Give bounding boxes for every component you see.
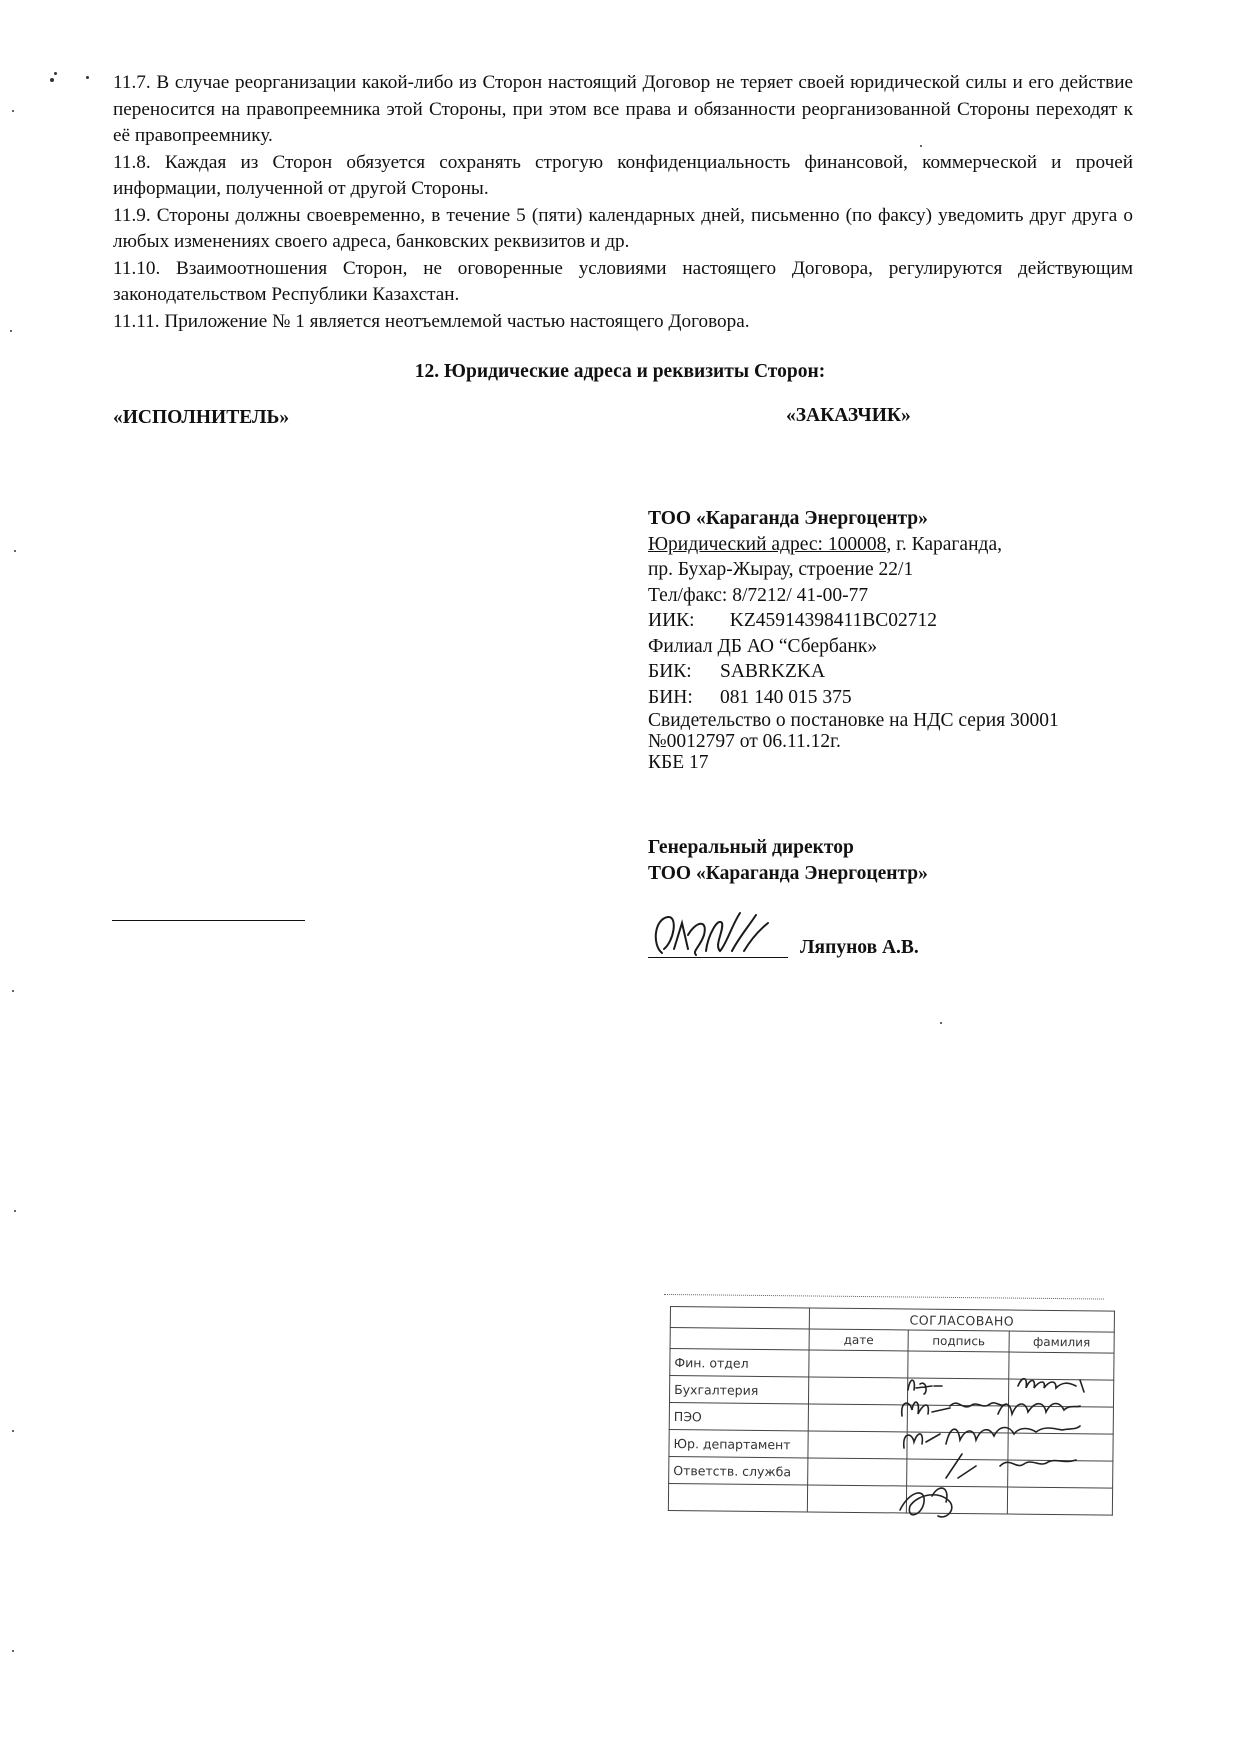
address-label: Юридический адрес: 100008, <box>648 533 892 555</box>
customer-bik <box>648 659 1148 685</box>
customer-iik <box>648 608 1148 634</box>
customer-street: пр. Бухар-Жырау, строение 22/1 <box>648 559 914 580</box>
director-signature <box>648 905 788 961</box>
clause-11-10: 11.10. Взаимоотношения Сторон, не оговоренные условиями настоящего Договора, регулируются действующим законодательством Республики Казахстан. <box>113 257 1133 305</box>
approval-corner-cell <box>670 1307 809 1329</box>
director-block <box>648 835 928 887</box>
bik-label: БИК: <box>648 661 692 682</box>
approval-row-label: Бухгалтерия <box>669 1376 808 1404</box>
clause-11-9: 11.9. Стороны должны своевременно, в течение 5 (пяти) календарных дней, письменно (по факсу) уведомить друг друга о любых изменениях своего адреса, банковских реквизитов и др. <box>113 204 1133 252</box>
vat-certificate-line1: Свидетельство о постановке на НДС серия 30001 <box>648 710 1059 731</box>
bin-value: 081 140 015 375 <box>720 686 852 708</box>
clause-11-11: 11.11. Приложение № 1 является неотъемлемой частью настоящего Договора. <box>113 310 750 332</box>
approval-header: СОГЛАСОВАНО <box>809 1308 1114 1332</box>
customer-bank: Филиал ДБ АО “Сбербанк» <box>648 635 878 657</box>
customer-phone: Тел/факс: 8/7212/ 41-00-77 <box>648 584 869 606</box>
clause-11-7: 11.7. В случае реорганизации какой-либо из Сторон настоящий Договор не теряет своей юридической силы и его действие переносится на правопреемника этой Стороны, при этом все права и обязанности реорганизованной Стороны переходят к её правопреемнику. <box>113 72 1133 146</box>
customer-name: ТОО «Караганда Энергоцентр» <box>648 508 928 529</box>
vat-certificate-line2: №0012797 от 06.11.12г. <box>648 731 841 752</box>
approval-blank-cell <box>670 1328 809 1350</box>
contract-clauses <box>113 70 1133 335</box>
signer-name: Ляпунов А.В. <box>800 937 919 958</box>
stamp-border <box>664 1294 1104 1300</box>
bik-value: SABRKZKA <box>720 661 826 682</box>
bin-label: БИН: <box>648 686 693 708</box>
director-company: ТОО «Караганда Энергоцентр» <box>648 863 928 884</box>
approval-col-surname: фамилия <box>1009 1331 1114 1353</box>
handwritten-signatures-icon <box>880 1370 1140 1540</box>
approval-row-label: Фин. отдел <box>670 1349 809 1377</box>
address-city: г. Караганда, <box>891 533 1002 555</box>
director-title: Генеральный директор <box>648 837 854 858</box>
customer-requisites <box>648 506 1148 773</box>
executor-signature-line <box>112 920 305 921</box>
director-signature-line <box>648 957 788 958</box>
approval-handwritten-signatures <box>880 1370 1140 1545</box>
party-executor-label: «ИСПОЛНИТЕЛЬ» <box>113 407 290 428</box>
iik-label: ИИК: <box>648 610 695 631</box>
approval-row-label: Ответств. служба <box>669 1456 808 1484</box>
clause-11-8: 11.8. Каждая из Сторон обязуется сохранять строгую конфиденциальность финансовой, коммерческой и прочей информации, полученной от другой Стороны. <box>113 151 1133 199</box>
iik-value: KZ45914398411BC02712 <box>729 610 938 631</box>
party-customer-label: «ЗАКАЗЧИК» <box>786 405 911 426</box>
approval-col-date: дате <box>809 1329 908 1351</box>
approval-col-signature: подпись <box>908 1330 1009 1352</box>
approval-row-label <box>668 1483 807 1511</box>
customer-address <box>648 532 1148 558</box>
customer-kbe: КБЕ 17 <box>648 752 709 773</box>
approval-row-label: ПЭО <box>669 1403 808 1431</box>
customer-bin <box>648 685 1148 711</box>
section-title: 12. Юридические адреса и реквизиты Сторон: <box>414 361 826 382</box>
approval-row-label: Юр. департамент <box>669 1429 808 1457</box>
handwritten-signature-icon <box>648 905 788 965</box>
